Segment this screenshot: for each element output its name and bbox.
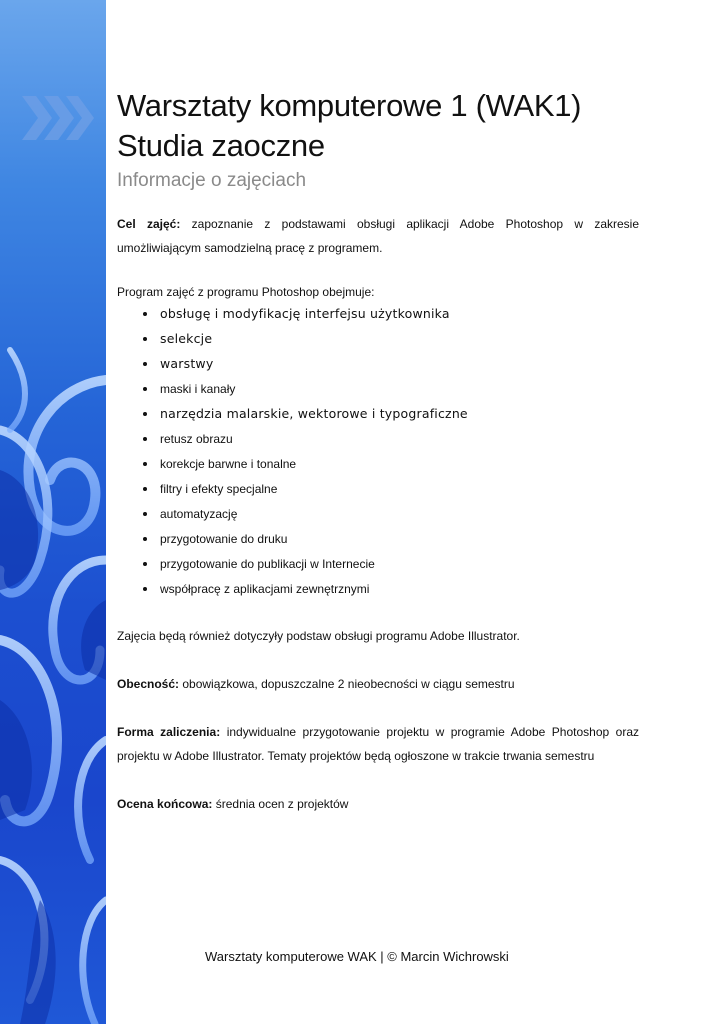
final-grade-info [117,792,639,816]
assessment-text: indywidualne przygotowanie projektu w programie Adobe Photoshop oraz projektu w Adobe Illustrator. Tematy projektów będą ogłoszone w trakcie trwania semestru [117,725,639,763]
page-title [117,86,639,166]
list-item: retusz obrazu [117,431,639,447]
main-content [117,86,639,816]
list-item: przygotowanie do publikacji w Internecie [117,556,639,572]
title-line-2: Studia zaoczne [117,128,325,163]
attendance-info [117,672,639,696]
program-intro: Program zajęć z programu Photoshop obejmuje: [117,285,375,299]
list-item: korekcje barwne i tonalne [117,456,639,472]
swirl-ornament [0,0,106,1024]
final-grade-label: Ocena końcowa: [117,797,213,811]
course-goal-text: zapoznanie z podstawami obsługi aplikacji Adobe Photoshop w zakresie umożliwiającym samodzielną pracę z programem. [117,217,639,255]
list-item: warstwy [117,356,639,372]
final-grade-text: średnia ocen z projektów [215,797,349,811]
assessment-info [117,720,639,768]
list-item: obsługę i modyfikację interfejsu użytkownika [117,306,639,322]
list-item: automatyzację [117,506,639,522]
program-topic-list [117,306,639,597]
title-line-1: Warsztaty komputerowe 1 (WAK1) [117,88,582,123]
list-item: współpracę z aplikacjami zewnętrznymi [117,581,639,597]
double-chevron-right-icon [22,96,94,140]
page-subtitle: Informacje o zajęciach [117,170,307,191]
list-item: filtry i efekty specjalne [117,481,639,497]
assessment-label: Forma zaliczenia: [117,725,221,739]
course-goal [117,212,639,260]
list-item: narzędzia malarskie, wektorowe i typograficzne [117,406,639,422]
footer-text: Warsztaty komputerowe WAK | © Marcin Wichrowski [205,949,509,964]
attendance-text: obowiązkowa, dopuszczalne 2 nieobecności w ciągu semestru [182,677,515,691]
course-goal-label: Cel zajęć: [117,217,181,231]
list-item: selekcje [117,331,639,347]
list-item: przygotowanie do druku [117,531,639,547]
list-item: maski i kanały [117,381,639,397]
attendance-label: Obecność: [117,677,180,691]
decorative-sidebar [0,0,106,1024]
illustrator-note: Zajęcia będą również dotyczyły podstaw obsługi programu Adobe Illustrator. [117,629,520,643]
